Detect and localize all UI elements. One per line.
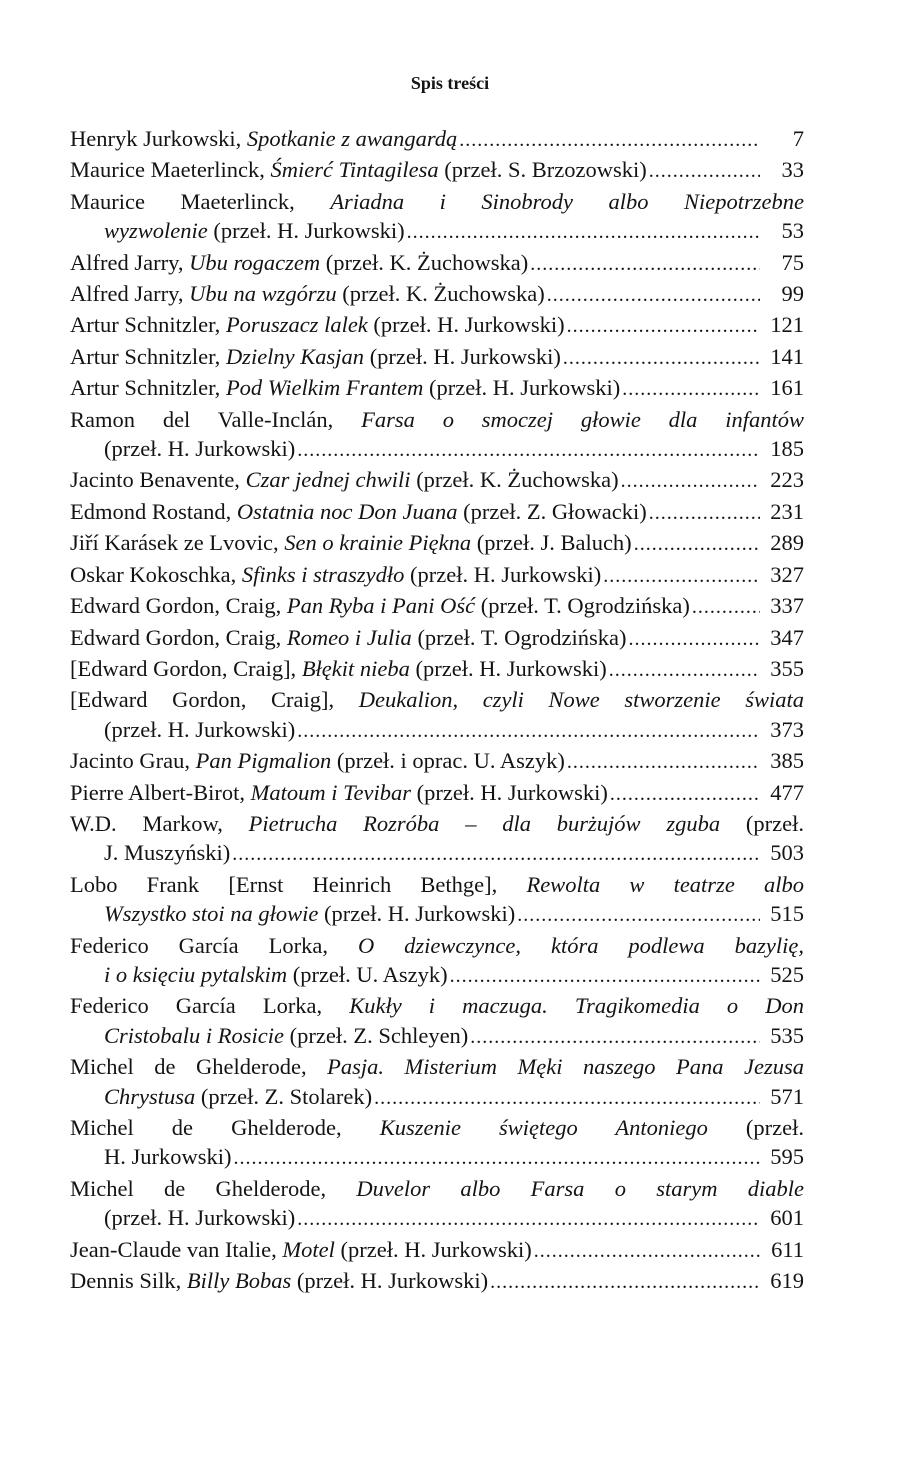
toc-entry-line: [70, 623, 804, 654]
translator-text: (przeł. H. Jurkowski): [318, 901, 516, 927]
dot-leader: [609, 656, 760, 685]
work-title: Poruszacz lalek: [225, 312, 368, 338]
dot-leader: [692, 593, 760, 622]
dot-leader: [567, 312, 760, 341]
toc-entry-text: [70, 342, 561, 371]
toc-entry-line: [70, 1113, 804, 1142]
toc-entry-line: [70, 746, 804, 777]
dot-leader: [603, 562, 760, 591]
work-title: Kuszenie świętego Antoniego: [379, 1115, 708, 1140]
author-text: [Edward Gordon, Craig],: [70, 687, 359, 713]
dot-leader: [534, 1237, 760, 1266]
toc-entry-text: [70, 1235, 532, 1264]
author-text: Maurice Maeterlinck,: [70, 157, 271, 183]
toc-entry-line: [70, 1174, 804, 1203]
toc-entry-text: [70, 248, 528, 277]
toc-entry-line: [70, 991, 804, 1020]
translator-text: (przeł. T. Ogrodzińska): [475, 593, 690, 619]
toc-entry-text: [104, 1082, 372, 1111]
work-title: O dziewczynce, która podlewa bazylię,: [357, 932, 804, 958]
author-text: Jacinto Grau,: [70, 748, 196, 774]
toc-entry-line: [70, 124, 804, 155]
dot-leader: [530, 250, 760, 279]
toc-entry-text: [104, 1142, 232, 1171]
work-title: Błękit nieba: [301, 655, 410, 681]
translator-text: (przeł. H. Jurkowski): [334, 1236, 532, 1262]
work-title: Billy Bobas: [186, 1268, 292, 1294]
toc-entry-line: [70, 373, 804, 404]
translator-text: (przeł. U. Aszyk): [287, 961, 448, 987]
page-number: 231: [770, 498, 804, 524]
work-title: Spotkanie z awangardą: [246, 126, 458, 151]
toc-entry: [70, 560, 804, 591]
dot-leader: [232, 840, 760, 869]
toc-entry-text: [70, 623, 627, 652]
author-text: Artur Schnitzler,: [70, 343, 226, 369]
toc-entry-text: [70, 189, 804, 214]
toc-entry-continuation: [70, 838, 804, 869]
toc-entry-text: [70, 993, 804, 1018]
translator-text: (przeł.: [720, 810, 804, 836]
translator-text: (przeł. Z. Stolarek): [195, 1083, 373, 1109]
work-title: Kukły i maczuga. Tragikomedia o Don: [349, 993, 804, 1019]
author-text: Lobo Frank [Ernst Heinrich Bethge],: [70, 871, 527, 897]
author-text: Michel de Ghelderode,: [70, 1054, 328, 1080]
work-title: Romeo i Julia: [286, 624, 412, 650]
author-text: (przeł. H. Jurkowski): [104, 436, 296, 462]
page-title: Spis treści: [410, 73, 490, 93]
page-number: 385: [770, 748, 804, 774]
toc-entry-text: [70, 497, 647, 526]
author-text: Edmond Rostand,: [70, 498, 237, 524]
toc-entry-line: [70, 497, 804, 528]
author-text: (przeł. H. Jurkowski): [104, 1205, 296, 1231]
toc-entry-line: [70, 1052, 804, 1081]
toc-entry: [70, 1174, 804, 1235]
work-title: Farsa o smoczej głowie dla infantów: [361, 406, 804, 432]
author-text: Jean-Claude van Italie,: [70, 1236, 283, 1262]
toc-entry-text: [70, 528, 632, 557]
dot-leader: [297, 1205, 760, 1234]
page-number: 571: [770, 1083, 804, 1109]
dot-leader: [649, 157, 760, 186]
author-text: (przeł. H. Jurkowski): [104, 716, 296, 742]
work-title: Deukalion, czyli Nowe stworzenie świata: [358, 687, 805, 713]
toc-entry: [70, 465, 804, 496]
translator-text: (przeł. Z. Głowacki): [457, 498, 647, 524]
author-text: H. Jurkowski): [104, 1144, 232, 1170]
toc-entry-line: [70, 310, 804, 341]
work-title: Cristobalu i Rosicie: [104, 1022, 284, 1048]
page-number: 99: [781, 281, 804, 307]
work-title: Ubu na wzgórzu: [189, 281, 337, 307]
toc-entry-text: [70, 654, 607, 683]
toc-entry-text: [70, 124, 457, 153]
translator-text: (przeł. J. Baluch): [471, 530, 632, 556]
author-text: [Edward Gordon, Craig],: [70, 655, 302, 681]
work-title: i o księciu pytalskim: [104, 961, 288, 987]
translator-text: (przeł. Z. Schleyen): [284, 1022, 469, 1048]
toc-entry-line: [70, 685, 804, 714]
dot-leader: [567, 748, 760, 777]
page-number: 601: [770, 1205, 804, 1231]
dot-leader: [297, 717, 760, 746]
dot-leader: [634, 530, 760, 559]
toc-entry: [70, 155, 804, 186]
toc-entry-line: [70, 248, 804, 279]
work-title: Sen o krainie Piękna: [284, 530, 472, 556]
toc-entry: [70, 623, 804, 654]
translator-text: (przeł. K. Żuchowska): [320, 249, 529, 275]
toc-entry: [70, 310, 804, 341]
translator-text: (przeł. H. Jurkowski): [364, 343, 561, 369]
page-number: 161: [770, 375, 804, 401]
dot-leader: [297, 436, 760, 465]
page-number: 75: [781, 249, 804, 275]
dot-leader: [547, 281, 760, 310]
toc-entry: [70, 991, 804, 1052]
toc-entry: [70, 654, 804, 685]
toc-entry-line: [70, 809, 804, 838]
work-title: Ostatnia noc Don Juana: [236, 498, 458, 524]
translator-text: (przeł. H. Jurkowski): [404, 561, 602, 587]
page-number: 619: [770, 1268, 804, 1294]
page-number: 477: [770, 779, 804, 805]
toc-entry: [70, 1113, 804, 1174]
work-title: Pan Ryba i Pani Ość: [286, 593, 476, 619]
toc-entry-line: [70, 279, 804, 310]
toc-entry-text: [104, 960, 448, 989]
author-text: Henryk Jurkowski,: [70, 126, 247, 151]
toc-entry-text: [104, 216, 405, 245]
toc-entry: [70, 809, 804, 870]
page-number: 503: [770, 840, 804, 866]
toc-entry-text: [70, 310, 565, 339]
toc-entry-text: [70, 1054, 804, 1079]
toc-entry-text: [104, 1021, 468, 1050]
toc-entry: [70, 870, 804, 931]
work-title: Dzielny Kasjan: [225, 343, 365, 369]
dot-leader: [563, 344, 760, 373]
dot-leader: [629, 625, 760, 654]
toc-entry-text: [70, 1266, 488, 1295]
toc-entry-text: [70, 560, 601, 589]
page-number: 223: [770, 467, 804, 493]
page-number: 327: [770, 561, 804, 587]
page-number: 53: [781, 218, 804, 244]
page-number: 525: [770, 961, 804, 987]
translator-text: (przeł. H. Jurkowski): [291, 1268, 489, 1294]
work-title: Chrystusa: [104, 1083, 196, 1109]
toc-entry-line: [70, 931, 804, 960]
translator-text: (przeł. K. Żuchowska): [410, 467, 619, 493]
toc-entry: [70, 373, 804, 404]
toc-entry-text: [70, 778, 608, 807]
toc-entry-line: [70, 465, 804, 496]
toc-entry-text: [70, 591, 690, 620]
work-title: Wszystko stoi na głowie: [104, 901, 319, 927]
toc-entry: [70, 124, 804, 155]
author-text: Pierre Albert-Birot,: [70, 779, 251, 805]
author-text: W.D. Markow,: [70, 810, 249, 836]
work-title: Ariadna i Sinobrody albo Niepotrzebne: [330, 188, 804, 214]
work-title: wyzwolenie: [104, 218, 208, 244]
toc-entry-text: [70, 746, 565, 775]
toc-entry: [70, 497, 804, 528]
toc-entry-line: [70, 187, 804, 216]
toc-entry-line: [70, 405, 804, 434]
toc-entry-continuation: [70, 1203, 804, 1234]
toc-entry-text: [70, 373, 620, 402]
toc-entry-text: [70, 279, 545, 308]
translator-text: (przeł. H. Jurkowski): [411, 779, 608, 805]
toc-entry-text: [104, 899, 515, 928]
dot-leader: [621, 467, 760, 496]
toc-entry: [70, 591, 804, 622]
toc-entry-line: [70, 342, 804, 373]
translator-text: (przeł. i oprac. U. Aszyk): [331, 748, 565, 774]
toc-entry-text: [104, 434, 295, 463]
toc-entry: [70, 342, 804, 373]
dot-leader: [407, 218, 760, 247]
toc-entry-line: [70, 528, 804, 559]
toc-entry-continuation: [70, 216, 804, 247]
toc-entry-text: [104, 1203, 295, 1232]
toc-entry-line: [70, 870, 804, 899]
author-text: Michel de Ghelderode,: [70, 1175, 357, 1201]
toc-entry-text: [70, 155, 647, 184]
toc-entry: [70, 778, 804, 809]
dot-leader: [459, 126, 760, 155]
page-number: 185: [770, 436, 804, 462]
page-number: 141: [770, 343, 804, 369]
translator-text: (przeł. K. Żuchowska): [336, 281, 545, 307]
author-text: Artur Schnitzler,: [70, 312, 226, 338]
toc-entry-line: [70, 591, 804, 622]
toc-entry: [70, 405, 804, 466]
dot-leader: [610, 780, 760, 809]
toc-entry-text: [70, 1115, 804, 1140]
work-title: Matoum i Tevibar: [250, 779, 412, 805]
page-number: 515: [770, 901, 804, 927]
work-title: Pan Pigmalion: [195, 748, 332, 774]
author-text: Michel de Ghelderode,: [70, 1115, 380, 1140]
translator-text: (przeł. H. Jurkowski): [423, 375, 621, 401]
author-text: Artur Schnitzler,: [70, 375, 226, 401]
translator-text: (przeł. S. Brzozowski): [438, 157, 647, 183]
toc-entry-text: [70, 811, 804, 836]
translator-text: (przeł. H. Jurkowski): [367, 312, 565, 338]
author-text: Jacinto Benavente,: [70, 467, 246, 493]
work-title: Motel: [282, 1236, 335, 1262]
translator-text: (przeł. H. Jurkowski): [409, 655, 607, 681]
work-title: Czar jednej chwili: [245, 467, 411, 493]
work-title: Ubu rogaczem: [189, 249, 321, 275]
toc-entry-line: [70, 654, 804, 685]
page-number: 595: [770, 1144, 804, 1170]
page-number: 355: [770, 655, 804, 681]
page-number: 289: [770, 530, 804, 556]
author-text: Alfred Jarry,: [70, 281, 190, 307]
toc-entry-continuation: [70, 1021, 804, 1052]
toc-entry: [70, 746, 804, 777]
dot-leader: [490, 1268, 760, 1297]
author-text: Edward Gordon, Craig,: [70, 624, 287, 650]
toc-entry-text: [70, 872, 804, 897]
toc-entry-text: [70, 933, 804, 958]
work-title: Rewolta w teatrze albo: [526, 871, 804, 897]
toc-entry-line: [70, 560, 804, 591]
toc-entry-text: [70, 687, 804, 712]
author-text: Federico García Lorka,: [70, 993, 350, 1019]
toc-entry: [70, 248, 804, 279]
toc-entry: [70, 931, 804, 992]
toc-entry-continuation: [70, 960, 804, 991]
work-title: Śmierć Tintagilesa: [270, 157, 439, 183]
toc-entry-continuation: [70, 434, 804, 465]
toc-entry: [70, 685, 804, 746]
toc-entry: [70, 1266, 804, 1297]
work-title: Sfinks i straszydło: [241, 561, 405, 587]
toc-entry-line: [70, 1235, 804, 1266]
page-number: 121: [770, 312, 804, 338]
toc-entry: [70, 528, 804, 559]
author-text: J. Muszyński): [104, 840, 231, 866]
page-number: 535: [770, 1022, 804, 1048]
work-title: Pod Wielkim Frantem: [225, 375, 424, 401]
author-text: Edward Gordon, Craig,: [70, 593, 287, 619]
translator-text: (przeł. T. Ogrodzińska): [411, 624, 627, 650]
dot-leader: [517, 901, 760, 930]
toc-entry-line: [70, 1266, 804, 1297]
toc-entry-text: [70, 465, 619, 494]
toc-entry-continuation: [70, 715, 804, 746]
toc-entry-text: [70, 407, 804, 432]
toc-entry-text: [70, 1176, 804, 1201]
dot-leader: [470, 1023, 760, 1052]
author-text: Ramon del Valle-Inclán,: [70, 406, 362, 432]
toc-entry: [70, 187, 804, 248]
toc-entry-continuation: [70, 899, 804, 930]
table-of-contents: [70, 124, 804, 1297]
translator-text: (przeł. H. Jurkowski): [207, 218, 405, 244]
dot-leader: [649, 499, 760, 528]
dot-leader: [234, 1144, 761, 1173]
dot-leader: [374, 1084, 760, 1113]
author-text: Dennis Silk,: [70, 1268, 187, 1294]
page-number: 347: [770, 624, 804, 650]
dot-leader: [622, 375, 760, 404]
page-number: 337: [770, 593, 804, 619]
toc-entry: [70, 1235, 804, 1266]
toc-entry-continuation: [70, 1082, 804, 1113]
author-text: Jiří Karásek ze Lvovic,: [70, 530, 285, 556]
dot-leader: [450, 962, 760, 991]
author-text: Oskar Kokoschka,: [70, 561, 242, 587]
page-number: 33: [781, 157, 804, 183]
page-number: 7: [792, 126, 804, 151]
toc-entry-continuation: [70, 1142, 804, 1173]
page-number: 373: [770, 716, 804, 742]
toc-entry-text: [104, 715, 295, 744]
page-number: 611: [771, 1236, 804, 1262]
toc-entry: [70, 279, 804, 310]
author-text: Federico García Lorka,: [70, 932, 358, 958]
author-text: Maurice Maeterlinck,: [70, 188, 331, 214]
translator-text: (przeł.: [707, 1115, 805, 1140]
toc-entry: [70, 1052, 804, 1113]
toc-entry-text: [104, 838, 230, 867]
work-title: Duvelor albo Farsa o starym diable: [356, 1175, 805, 1201]
work-title: Pasja. Misterium Męki naszego Pana Jezusa: [327, 1054, 804, 1080]
toc-entry-line: [70, 155, 804, 186]
author-text: Alfred Jarry,: [70, 249, 190, 275]
toc-entry-line: [70, 778, 804, 809]
work-title: Pietrucha Rozróba – dla burżujów zguba: [248, 810, 721, 836]
